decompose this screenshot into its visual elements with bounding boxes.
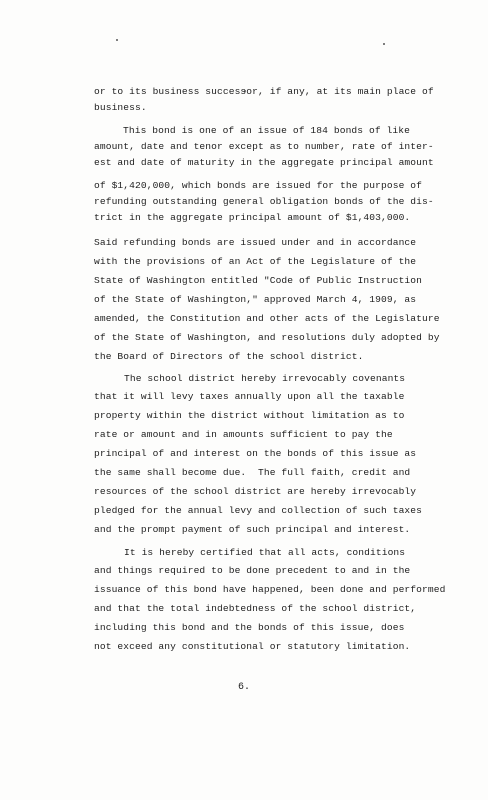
text-line: rate or amount and in amounts sufficient to pay the	[94, 429, 393, 440]
text-line: trict in the aggregate principal amount of $1,403,000.	[94, 212, 411, 223]
text-line: property within the district without limitation as to	[94, 410, 405, 421]
text-line: of the State of Washington, and resolutions duly adopted by	[94, 332, 440, 343]
text-line: or to its business successor, if any, at its main place of	[94, 86, 434, 97]
text-line: and that the total indebtedness of the school district,	[94, 603, 417, 614]
text-line: refunding outstanding general obligation bonds of the dis-	[94, 196, 434, 207]
text-line: This bond is one of an issue of 184 bonds of like	[123, 125, 411, 136]
text-line: including this bond and the bonds of this issue, does	[94, 622, 405, 633]
text-line: with the provisions of an Act of the Legislature of the	[94, 256, 417, 267]
text-line: and things required to be done precedent to and in the	[94, 565, 411, 576]
text-line: Said refunding bonds are issued under and in accordance	[94, 237, 417, 248]
text-line: the Board of Directors of the school district.	[94, 351, 364, 362]
text-line: principal of and interest on the bonds of this issue as	[94, 448, 417, 459]
text-line: The school district hereby irrevocably covenants	[124, 373, 406, 384]
text-line: State of Washington entitled "Code of Public Instruction	[94, 275, 423, 286]
text-line: amended, the Constitution and other acts of the Legislature	[94, 313, 440, 324]
text-line: pledged for the annual levy and collection of such taxes	[94, 505, 423, 516]
text-line: that it will levy taxes annually upon all the taxable	[94, 391, 405, 402]
text-line: issuance of this bond have happened, been done and performed	[94, 584, 446, 595]
text-line: business.	[94, 102, 147, 113]
text-line: est and date of maturity in the aggregate principal amount	[94, 157, 434, 168]
page-number: 6.	[238, 682, 251, 693]
text-line: It is hereby certified that all acts, conditions	[124, 547, 406, 558]
text-line: the same shall become due. The full faith, credit and	[94, 467, 411, 478]
text-line: not exceed any constitutional or statutory limitation.	[94, 641, 411, 652]
text-line: amount, date and tenor except as to number, rate of inter-	[94, 141, 434, 152]
text-line: of $1,420,000, which bonds are issued for the purpose of	[94, 180, 423, 191]
text-line: of the State of Washington," approved March 4, 1909, as	[94, 294, 417, 305]
text-line: and the prompt payment of such principal and interest.	[94, 524, 411, 535]
text-line: resources of the school district are hereby irrevocably	[94, 486, 417, 497]
